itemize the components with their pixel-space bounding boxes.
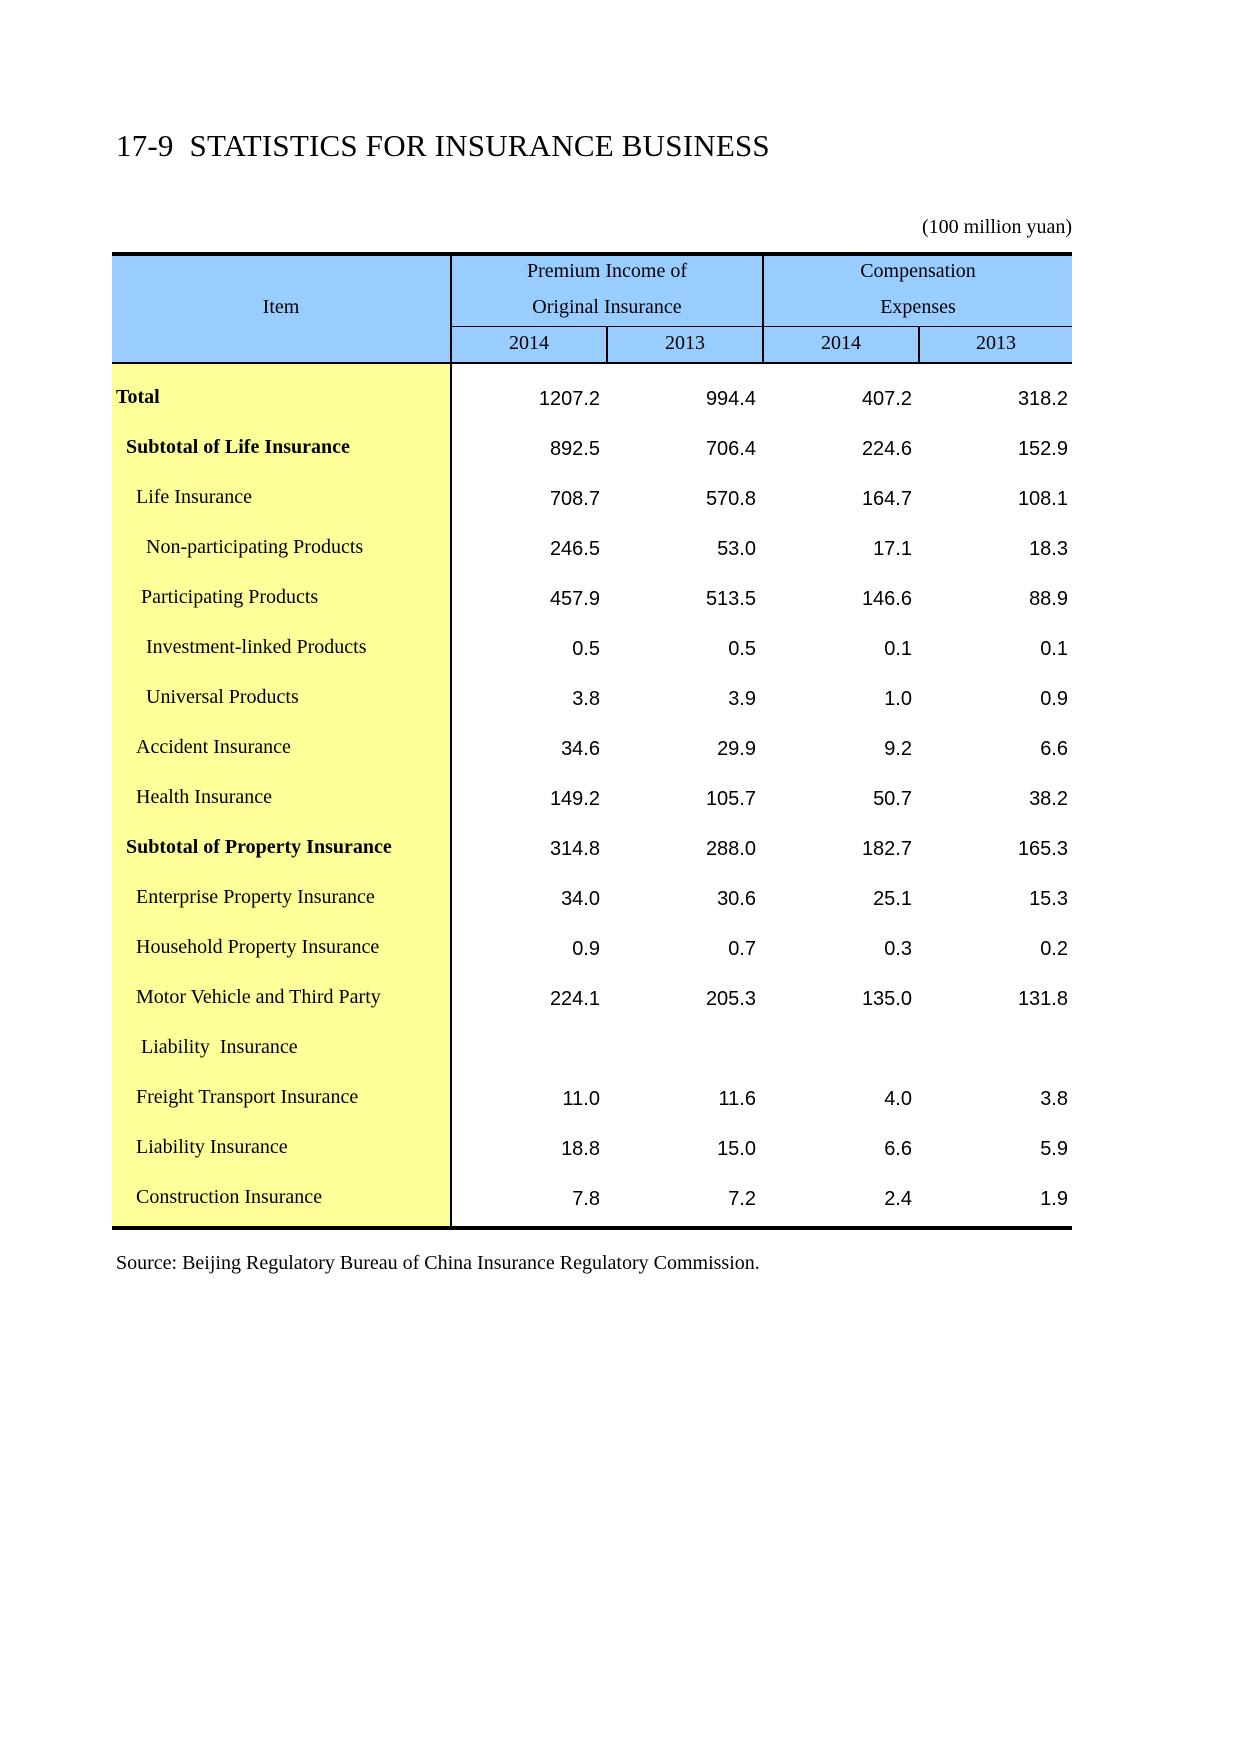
cell-premium-2013: 53.0: [717, 538, 756, 560]
cell-premium-2014: 34.6: [561, 738, 600, 760]
header-premium-line2: Original Insurance: [532, 296, 682, 318]
cell-premium-2013: 11.6: [718, 1088, 756, 1110]
cell-premium-2013: 706.4: [705, 438, 756, 460]
table-row: [112, 626, 1072, 676]
cell-premium-2013: 105.7: [705, 788, 756, 810]
cell-premium-2014: 1207.2: [538, 388, 600, 410]
cell-compensation-2013: 38.2: [1029, 788, 1068, 810]
cell-compensation-2013: 108.1: [1017, 488, 1068, 510]
table-row: [112, 826, 1072, 876]
cell-premium-2014: 0.9: [572, 938, 600, 960]
cell-premium-2014: 457.9: [549, 588, 600, 610]
header-compensation-line1: Compensation: [860, 260, 976, 282]
row-label: Motor Vehicle and Third Party: [136, 986, 381, 1008]
cell-compensation-2013: 1.9: [1040, 1188, 1068, 1210]
header-year-compensation-2013: 2013: [976, 332, 1016, 354]
table-row: [112, 726, 1072, 776]
cell-premium-2013: 288.0: [705, 838, 756, 860]
cell-premium-2014: 224.1: [549, 988, 600, 1010]
cell-compensation-2014: 2.4: [884, 1188, 912, 1210]
row-label: Investment-linked Products: [146, 636, 367, 658]
statistics-table: [112, 252, 1072, 1230]
header-compensation-line2: Expenses: [880, 296, 956, 318]
cell-premium-2013: 0.7: [728, 938, 756, 960]
row-label: Accident Insurance: [136, 736, 291, 758]
table-row: [112, 876, 1072, 926]
cell-compensation-2013: 0.2: [1040, 938, 1068, 960]
cell-compensation-2014: 4.0: [884, 1088, 912, 1110]
cell-compensation-2013: 5.9: [1040, 1138, 1068, 1160]
cell-premium-2013: 570.8: [705, 488, 756, 510]
cell-premium-2013: 29.9: [717, 738, 756, 760]
table-row: [112, 676, 1072, 726]
row-label: Construction Insurance: [136, 1186, 323, 1208]
table-row: [112, 776, 1072, 826]
table-header: [112, 252, 1072, 364]
table-row: [112, 1176, 1072, 1226]
cell-premium-2014: 11.0: [562, 1088, 600, 1110]
cell-compensation-2013: 18.3: [1029, 538, 1068, 560]
cell-premium-2014: 314.8: [549, 838, 600, 860]
cell-premium-2014: 18.8: [561, 1138, 600, 1160]
row-label: Subtotal of Life Insurance: [126, 436, 350, 458]
cell-compensation-2014: 9.2: [884, 738, 912, 760]
cell-compensation-2014: 182.7: [861, 838, 912, 860]
cell-premium-2014: 34.0: [561, 888, 600, 910]
cell-compensation-2014: 25.1: [873, 888, 912, 910]
row-label: Household Property Insurance: [136, 936, 380, 958]
table-row: [112, 976, 1072, 1026]
cell-compensation-2014: 407.2: [861, 388, 912, 410]
cell-premium-2013: 7.2: [728, 1188, 756, 1210]
table-row: [112, 476, 1072, 526]
cell-compensation-2013: 88.9: [1029, 588, 1068, 610]
cell-compensation-2014: 0.3: [884, 938, 912, 960]
unit-note: (100 million yuan): [922, 216, 1072, 238]
table-row-total: [112, 376, 1072, 426]
cell-premium-2014: 708.7: [549, 488, 600, 510]
header-item: Item: [262, 296, 300, 318]
cell-compensation-2013: 318.2: [1017, 388, 1068, 410]
row-label: Liability Insurance: [136, 1136, 288, 1158]
header-year-compensation-2014: 2014: [821, 332, 861, 354]
cell-compensation-2014: 0.1: [884, 638, 912, 660]
row-label: Universal Products: [146, 686, 299, 708]
row-label: Health Insurance: [136, 786, 273, 808]
table-row: [112, 426, 1072, 476]
table-row: [112, 926, 1072, 976]
table-row: [112, 1076, 1072, 1126]
table-row: [112, 526, 1072, 576]
table-row: [112, 1126, 1072, 1176]
cell-compensation-2013: 0.9: [1040, 688, 1068, 710]
cell-compensation-2013: 15.3: [1029, 888, 1068, 910]
cell-premium-2013: 513.5: [705, 588, 756, 610]
cell-premium-2013: 15.0: [717, 1138, 756, 1160]
cell-compensation-2013: 165.3: [1017, 838, 1068, 860]
source-note: Source: Beijing Regulatory Bureau of China Insurance Regulatory Commission.: [116, 1252, 760, 1274]
cell-compensation-2013: 0.1: [1040, 638, 1068, 660]
row-label: Freight Transport Insurance: [136, 1086, 359, 1108]
row-label: Liability Insurance: [141, 1036, 298, 1058]
row-label: Total: [116, 386, 160, 408]
page-title: 17-9 STATISTICS FOR INSURANCE BUSINESS: [116, 128, 770, 163]
row-label: Non-participating Products: [146, 536, 364, 558]
cell-premium-2014: 3.8: [572, 688, 600, 710]
cell-premium-2014: 149.2: [549, 788, 600, 810]
cell-compensation-2014: 17.1: [873, 538, 912, 560]
cell-compensation-2014: 50.7: [873, 788, 912, 810]
cell-premium-2013: 994.4: [705, 388, 756, 410]
row-label: Participating Products: [141, 586, 319, 608]
cell-compensation-2014: 164.7: [861, 488, 912, 510]
row-label: Enterprise Property Insurance: [136, 886, 375, 908]
cell-premium-2013: 30.6: [717, 888, 756, 910]
cell-compensation-2013: 152.9: [1017, 438, 1068, 460]
row-label: Subtotal of Property Insurance: [126, 836, 392, 858]
cell-premium-2013: 205.3: [705, 988, 756, 1010]
cell-compensation-2014: 146.6: [861, 588, 912, 610]
cell-compensation-2014: 224.6: [861, 438, 912, 460]
cell-compensation-2014: 6.6: [884, 1138, 912, 1160]
table-row: [112, 1026, 1072, 1076]
cell-compensation-2014: 1.0: [884, 688, 912, 710]
cell-premium-2013: 3.9: [728, 688, 756, 710]
header-premium-line1: Premium Income of: [527, 260, 687, 282]
cell-premium-2014: 246.5: [549, 538, 600, 560]
cell-premium-2014: 892.5: [549, 438, 600, 460]
header-year-premium-2014: 2014: [509, 332, 549, 354]
table-row: [112, 576, 1072, 626]
cell-premium-2014: 7.8: [572, 1188, 600, 1210]
cell-premium-2014: 0.5: [572, 638, 600, 660]
table-body: [112, 364, 1072, 1230]
row-label: Life Insurance: [136, 486, 253, 508]
cell-compensation-2013: 6.6: [1040, 738, 1068, 760]
cell-compensation-2014: 135.0: [861, 988, 912, 1010]
cell-compensation-2013: 3.8: [1040, 1088, 1068, 1110]
cell-compensation-2013: 131.8: [1017, 988, 1068, 1010]
cell-premium-2013: 0.5: [728, 638, 756, 660]
header-year-premium-2013: 2013: [665, 332, 705, 354]
